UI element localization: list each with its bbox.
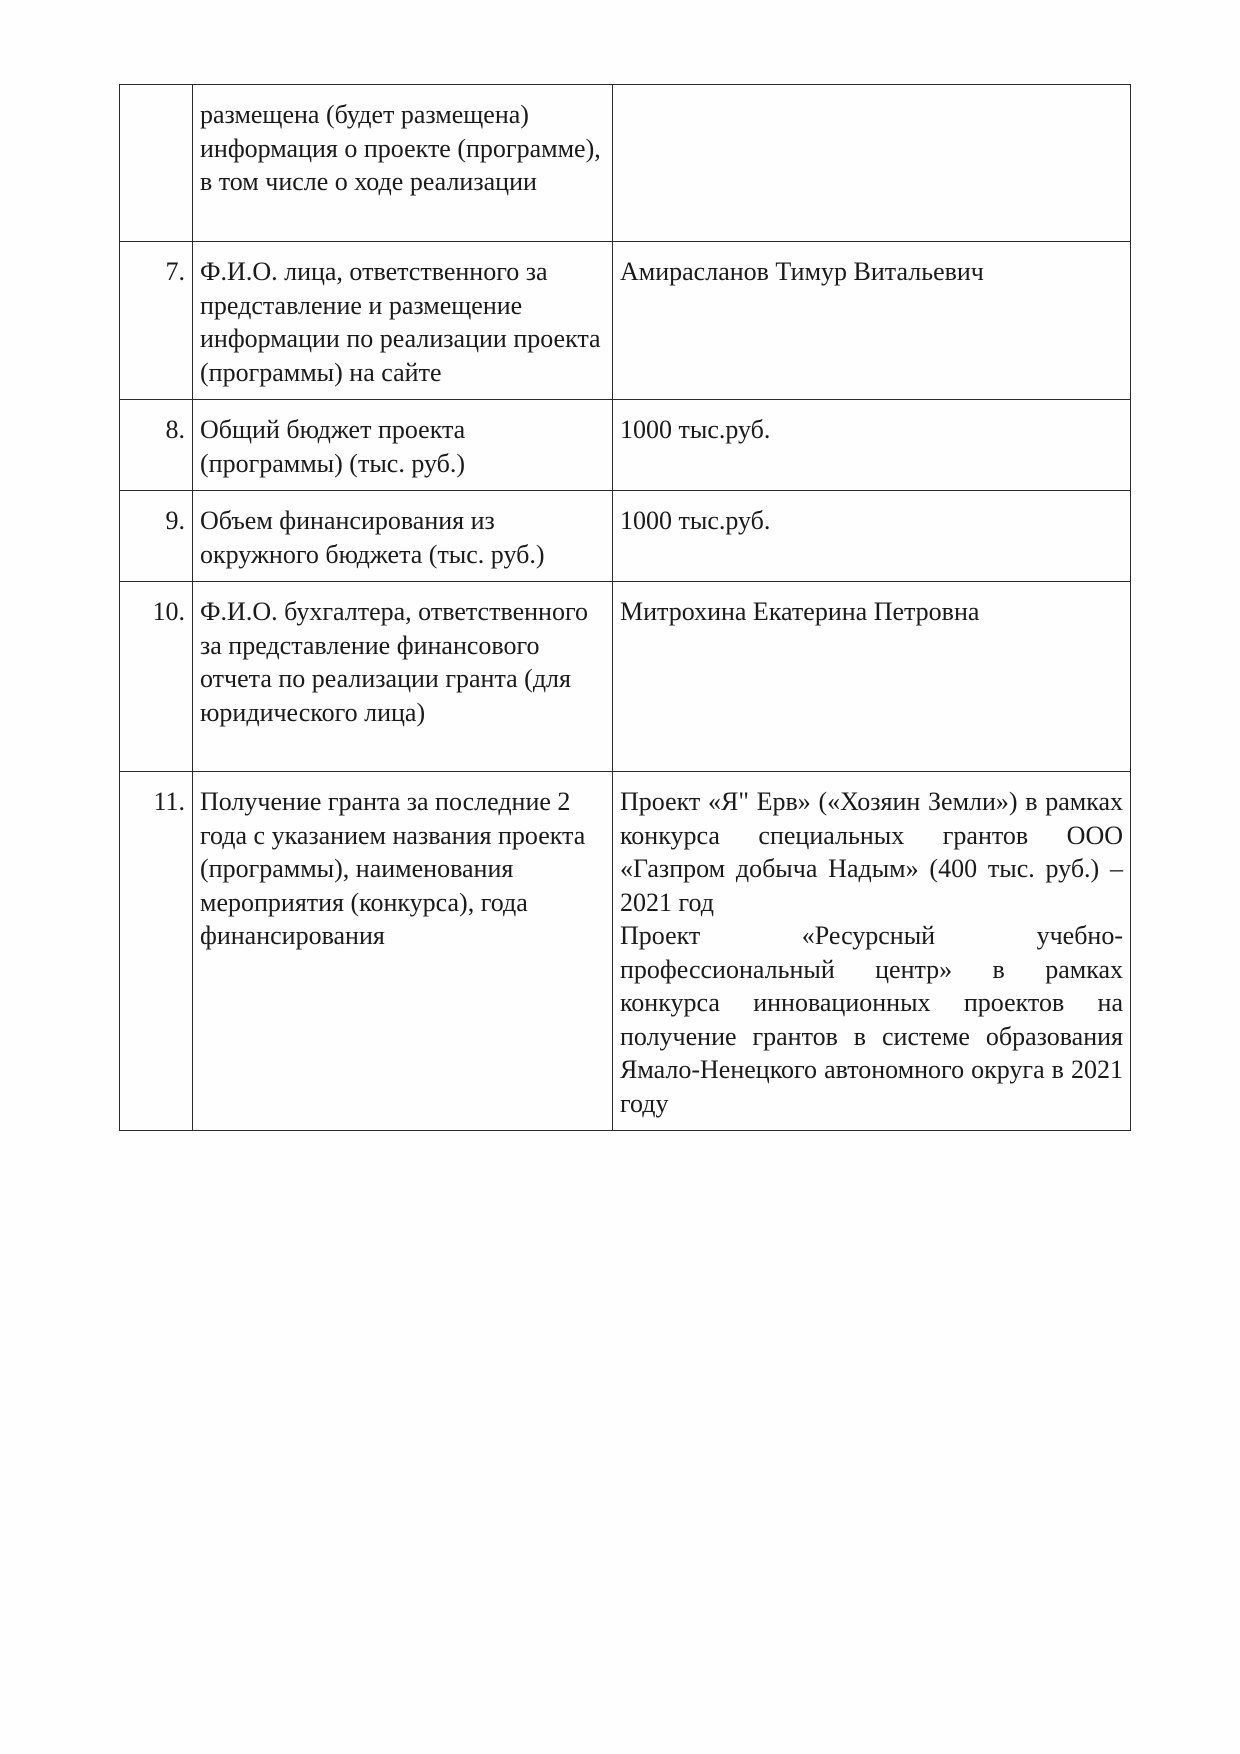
table-row-11 — [120, 772, 1131, 1131]
row-label: Общий бюджет проекта (программы) (тыс. руб.) — [193, 400, 613, 491]
row-number: 7. — [120, 242, 193, 400]
row-value: Митрохина Екатерина Петровна — [613, 582, 1131, 772]
table-row-9 — [120, 491, 1131, 582]
row-value — [613, 85, 1131, 242]
table-row-8 — [120, 400, 1131, 491]
row-label: Получение гранта за последние 2 года с указанием названия проекта (программы), наименования мероприятия (конкурса), года финансирования — [193, 772, 613, 1131]
row-value — [613, 772, 1131, 1131]
table-row-7 — [120, 242, 1131, 400]
row-number: 9. — [120, 491, 193, 582]
row-label: Ф.И.О. бухгалтера, ответственного за представление финансового отчета по реализации гранта (для юридического лица) — [193, 582, 613, 772]
row-value: 1000 тыс.руб. — [613, 491, 1131, 582]
row-number: 11. — [120, 772, 193, 1131]
row-label: размещена (будет размещена) информация о проекте (программе), в том числе о ходе реализации — [193, 85, 613, 242]
row-label: Объем финансирования из окружного бюджета (тыс. руб.) — [193, 491, 613, 582]
table-row-continuation — [120, 85, 1131, 242]
grant-entry-paragraph: Проект «Ресурсный учебно-профессиональный центр» в рамках конкурса инновационных проектов на получение грантов в системе образования Ямало-Ненецкого автономного округа в 2021 году — [620, 921, 1123, 1118]
project-info-table — [119, 84, 1131, 1131]
row-number — [120, 85, 193, 242]
row-value: 1000 тыс.руб. — [613, 400, 1131, 491]
table-row-10 — [120, 582, 1131, 772]
row-value: Амирасланов Тимур Витальевич — [613, 242, 1131, 400]
row-number: 8. — [120, 400, 193, 491]
row-number: 10. — [120, 582, 193, 772]
grant-entry-paragraph: Проект «Я" Ерв» («Хозяин Земли») в рамках конкурса специальных грантов ООО «Газпром добыча Надым» (400 тыс. руб.) – 2021 год — [620, 787, 1123, 917]
row-label: Ф.И.О. лица, ответственного за представление и размещение информации по реализации проекта (программы) на сайте — [193, 242, 613, 400]
